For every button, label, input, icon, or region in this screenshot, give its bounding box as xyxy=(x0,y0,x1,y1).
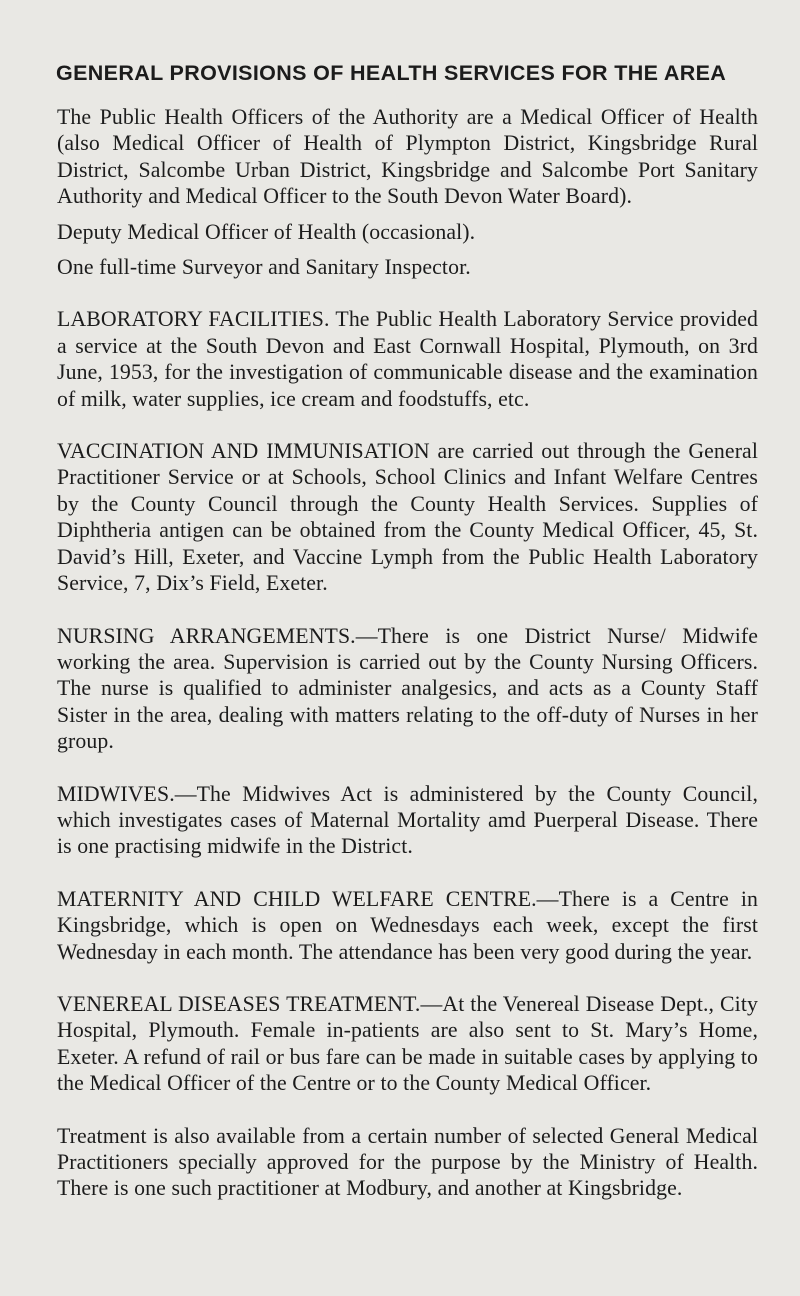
paragraph-surveyor: One full-time Surveyor and Sanitary Inspector. xyxy=(57,255,471,280)
paragraph-vaccination: VACCINATION AND IMMUNISATION are carried out through the General Practitioner Service or at Schools, School Clinics and Infant Welfare Centres by the County Council through the County Health Services. Supplies of Diphtheria antigen can be obtained from the County Medical Officer, 45, St. David’s Hill, Exeter, and Vaccine Lymph from the Public Health Laboratory Service, 7, Dix’s Field, Exeter. xyxy=(57,439,758,596)
page-heading: GENERAL PROVISIONS OF HEALTH SERVICES FOR THE AREA xyxy=(56,61,727,85)
paragraph-public-health-officers: The Public Health Officers of the Authority are a Medical Officer of Health (also Medical Officer of Health of Plympton District, Kingsbridge Rural District, Salcombe Urban District, Kingsbridge and Salcombe Port Sanitary Authority and Medical Officer to the South Devon Water Board). xyxy=(57,105,758,209)
paragraph-maternity-child-welfare: MATERNITY AND CHILD WELFARE CENTRE.—There is a Centre in Kingsbridge, which is open on Wednesdays each week, except the first Wednesday in each month. The attendance has been very good during the year. xyxy=(57,886,758,964)
paragraph-venereal-diseases: VENEREAL DISEASES TREATMENT.—At the Venereal Disease Dept., City Hospital, Plymouth. Female in-patients are also sent to St. Mary’s Home, Exeter. A refund of rail or bus fare can be made in suitable cases by applying to the Medical Officer of the Centre or to the County Medical Officer. xyxy=(57,991,758,1096)
paragraph-laboratory-facilities: LABORATORY FACILITIES. The Public Health Laboratory Service provided a service at the South Devon and East Cornwall Hospital, Plymouth, on 3rd June, 1953, for the investigation of communicable disease and the examination of milk, water supplies, ice cream and foodstuffs, etc. xyxy=(57,307,758,411)
paragraph-midwives: MIDWIVES.—The Midwives Act is administered by the County Council, which investigates cases of Maternal Mortality amd Puerperal Disease. There is one practising midwife in the District. xyxy=(57,781,758,859)
paragraph-treatment-practitioners: Treatment is also available from a certain number of selected General Medical Practitioners specially approved for the purpose by the Ministry of Health. There is one such practitioner at Modbury, and another at Kingsbridge. xyxy=(57,1123,758,1201)
paragraph-nursing-arrangements: NURSING ARRANGEMENTS.—There is one District Nurse/ Midwife working the area. Supervision is carried out by the County Nursing Officers. The nurse is qualified to administer analgesics, and acts as a County Staff Sister in the area, dealing with matters relating to the off-duty of Nurses in her group. xyxy=(57,623,758,754)
paragraph-deputy-medical-officer: Deputy Medical Officer of Health (occasional). xyxy=(57,219,476,244)
